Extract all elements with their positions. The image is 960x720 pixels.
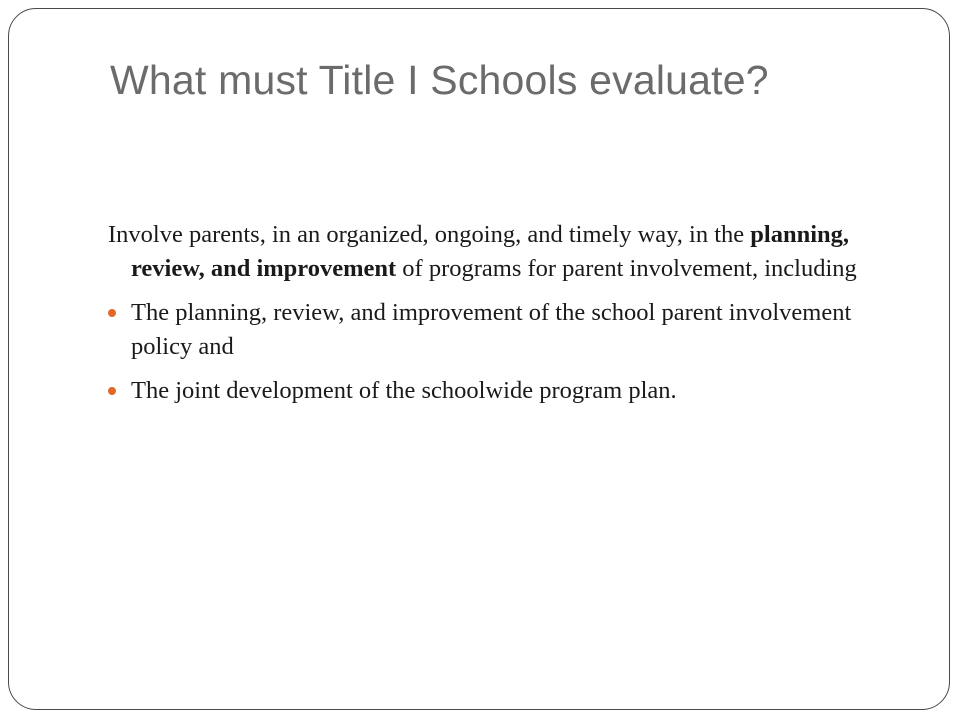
- bullet-dot-icon: [108, 387, 116, 395]
- intro-text-bold: planning, review, and improvement: [131, 221, 850, 282]
- bullet-dot-icon: [108, 309, 116, 317]
- intro-text-before: Involve parents, in an organized, ongoing, and timely way, in the: [108, 221, 751, 248]
- slide-title: What must Title I Schools evaluate?: [110, 57, 769, 103]
- intro-text-after: of programs for parent involvement, including: [396, 255, 857, 282]
- bullet-item: [108, 296, 898, 364]
- slide-body: [108, 218, 898, 418]
- bullet-text: The planning, review, and improvement of the school parent involvement policy and: [131, 299, 852, 360]
- bullet-item: [108, 374, 898, 408]
- bullet-text: The joint development of the schoolwide program plan.: [131, 377, 677, 404]
- intro-paragraph: [108, 218, 898, 286]
